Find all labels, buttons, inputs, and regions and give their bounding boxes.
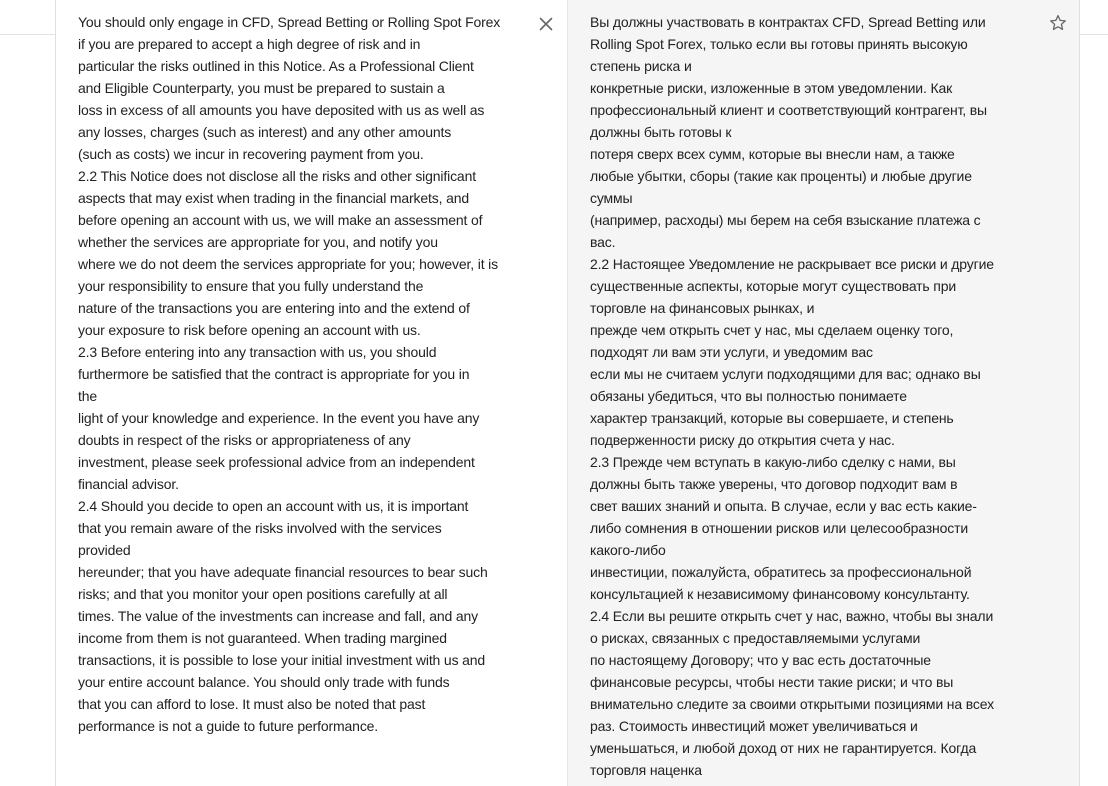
translation-text-line: по настоящему Договору; что у вас есть достаточные bbox=[590, 652, 931, 668]
translation-text-line: 2.4 Если вы решите открыть счет у нас, важно, чтобы вы знали bbox=[590, 608, 994, 624]
translation-text-line: подверженности риску до открытия счета у нас. bbox=[590, 432, 895, 448]
translation-text-line: вас. bbox=[590, 234, 616, 250]
source-text-line: your exposure to risk before opening an account with us. bbox=[78, 322, 421, 338]
translation-text-line: либо сомнения в отношении рисков или целесообразности bbox=[590, 520, 969, 536]
source-text-line: (such as costs) we incur in recovering payment from you. bbox=[78, 146, 424, 162]
source-text-line: whether the services are appropriate for you, and notify you bbox=[78, 234, 438, 250]
source-text-line: particular the risks outlined in this Notice. As a Professional Client bbox=[78, 58, 474, 74]
source-text-line: 2.2 This Notice does not disclose all the risks and other significant bbox=[78, 168, 476, 184]
source-text-line: nature of the transactions you are entering into and the extend of bbox=[78, 300, 470, 316]
source-text-line: 2.3 Before entering into any transaction with us, you should bbox=[78, 344, 437, 360]
translation-text-line: существенные аспекты, которые могут существовать при bbox=[590, 278, 957, 294]
source-text-line: You should only engage in CFD, Spread Betting or Rolling Spot Forex bbox=[78, 14, 501, 30]
star-icon-glyph bbox=[1048, 13, 1068, 33]
translation-text-line: должны быть готовы к bbox=[590, 124, 732, 140]
translation-text-line: если мы не считаем услуги подходящими для вас; однако вы bbox=[590, 366, 981, 382]
star-icon[interactable] bbox=[1048, 13, 1068, 33]
translation-text-line: о рисках, связанных с предоставляемыми услугами bbox=[590, 630, 921, 646]
translation-text-line: финансовые ресурсы, чтобы нести такие риски; и что вы bbox=[590, 674, 954, 690]
source-text-line: performance is not a guide to future performance. bbox=[78, 718, 379, 734]
translation-text-line: прежде чем открыть счет у нас, мы сделаем оценку того, bbox=[590, 322, 954, 338]
translation-text-line: суммы bbox=[590, 190, 633, 206]
translation-text-line: характер транзакций, которые вы совершаете, и степень bbox=[590, 410, 954, 426]
source-text-line: income from them is not guaranteed. When trading margined bbox=[78, 630, 447, 646]
source-text-line: times. The value of the investments can increase and fall, and any bbox=[78, 608, 478, 624]
source-text-line: doubts in respect of the risks or appropriateness of any bbox=[78, 432, 411, 448]
close-icon-glyph bbox=[536, 14, 556, 34]
close-icon[interactable] bbox=[536, 14, 556, 34]
translation-text-line: раз. Стоимость инвестиций может увеличиваться и bbox=[590, 718, 918, 734]
source-text-line: where we do not deem the services appropriate for you; however, it is bbox=[78, 256, 498, 272]
translation-text-line: (например, расходы) мы берем на себя взыскание платежа с bbox=[590, 212, 981, 228]
translation-text-line: 2.3 Прежде чем вступать в какую-либо сделку с нами, вы bbox=[590, 454, 956, 470]
source-text-line: 2.4 Should you decide to open an account with us, it is important bbox=[78, 498, 469, 514]
source-text-line: that you can afford to lose. It must also be noted that past bbox=[78, 696, 426, 712]
source-text-line: provided bbox=[78, 542, 131, 558]
translation-text-line: 2.2 Настоящее Уведомление не раскрывает все риски и другие bbox=[590, 256, 994, 272]
translation-text-line: консультацией к независимому финансовому консультанту. bbox=[590, 586, 970, 602]
translation-text bbox=[590, 11, 1058, 781]
translation-text-line: торговля наценка bbox=[590, 762, 702, 778]
translation-text-line: степень риска и bbox=[590, 58, 692, 74]
source-text-line: aspects that may exist when trading in the financial markets, and bbox=[78, 190, 470, 206]
source-text-line: financial advisor. bbox=[78, 476, 179, 492]
translation-text-line: инвестиции, пожалуйста, обратитесь за профессиональной bbox=[590, 564, 972, 580]
source-text-line: loss in excess of all amounts you have deposited with us as well as bbox=[78, 102, 485, 118]
source-text-line: before opening an account with us, we will make an assessment of bbox=[78, 212, 483, 228]
source-text-line: hereunder; that you have adequate financial resources to bear such bbox=[78, 564, 488, 580]
source-text[interactable] bbox=[78, 11, 530, 737]
translation-text-line: любые убытки, сборы (такие как проценты) и любые другие bbox=[590, 168, 972, 184]
translation-text-line: подходят ли вам эти услуги, и уведомим вас bbox=[590, 344, 873, 360]
translation-text-line: Rolling Spot Forex, только если вы готовы принять высокую bbox=[590, 36, 968, 52]
source-text-line: any losses, charges (such as interest) and any other amounts bbox=[78, 124, 452, 140]
translation-panel bbox=[567, 0, 1080, 786]
source-text-panel bbox=[55, 0, 567, 786]
translation-text-line: какого-либо bbox=[590, 542, 666, 558]
source-text-line: your entire account balance. You should only trade with funds bbox=[78, 674, 450, 690]
translation-text-line: потеря сверх всех сумм, которые вы внесли нам, а также bbox=[590, 146, 955, 162]
source-text-line: the bbox=[78, 388, 98, 404]
translation-text-line: свет ваших знаний и опыта. В случае, если у вас есть какие- bbox=[590, 498, 977, 514]
translation-text-line: должны быть также уверены, что договор подходит вам в bbox=[590, 476, 958, 492]
source-text-line: that you remain aware of the risks involved with the services bbox=[78, 520, 442, 536]
translation-text-line: внимательно следите за своими открытыми позициями на всех bbox=[590, 696, 994, 712]
source-text-line: furthermore be satisfied that the contract is appropriate for you in bbox=[78, 366, 470, 382]
source-text-line: your responsibility to ensure that you fully understand the bbox=[78, 278, 424, 294]
source-text-line: risks; and that you monitor your open positions carefully at all bbox=[78, 586, 448, 602]
source-text-line: light of your knowledge and experience. In the event you have any bbox=[78, 410, 480, 426]
translation-text-line: Вы должны участвовать в контрактах CFD, Spread Betting или bbox=[590, 14, 986, 30]
translation-text-line: профессиональный клиент и соответствующий контрагент, вы bbox=[590, 102, 987, 118]
source-text-line: if you are prepared to accept a high degree of risk and in bbox=[78, 36, 421, 52]
translation-text-line: конкретные риски, изложенные в этом уведомлении. Как bbox=[590, 80, 953, 96]
source-text-line: and Eligible Counterparty, you must be prepared to sustain a bbox=[78, 80, 445, 96]
translation-text-line: торговле на финансовых рынках, и bbox=[590, 300, 815, 316]
translation-text-line: уменьшаться, и любой доход от них не гарантируется. Когда bbox=[590, 740, 977, 756]
source-text-line: investment, please seek professional advice from an independent bbox=[78, 454, 475, 470]
source-text-line: transactions, it is possible to lose your initial investment with us and bbox=[78, 652, 486, 668]
translation-text-line: обязаны убедиться, что вы полностью понимаете bbox=[590, 388, 907, 404]
